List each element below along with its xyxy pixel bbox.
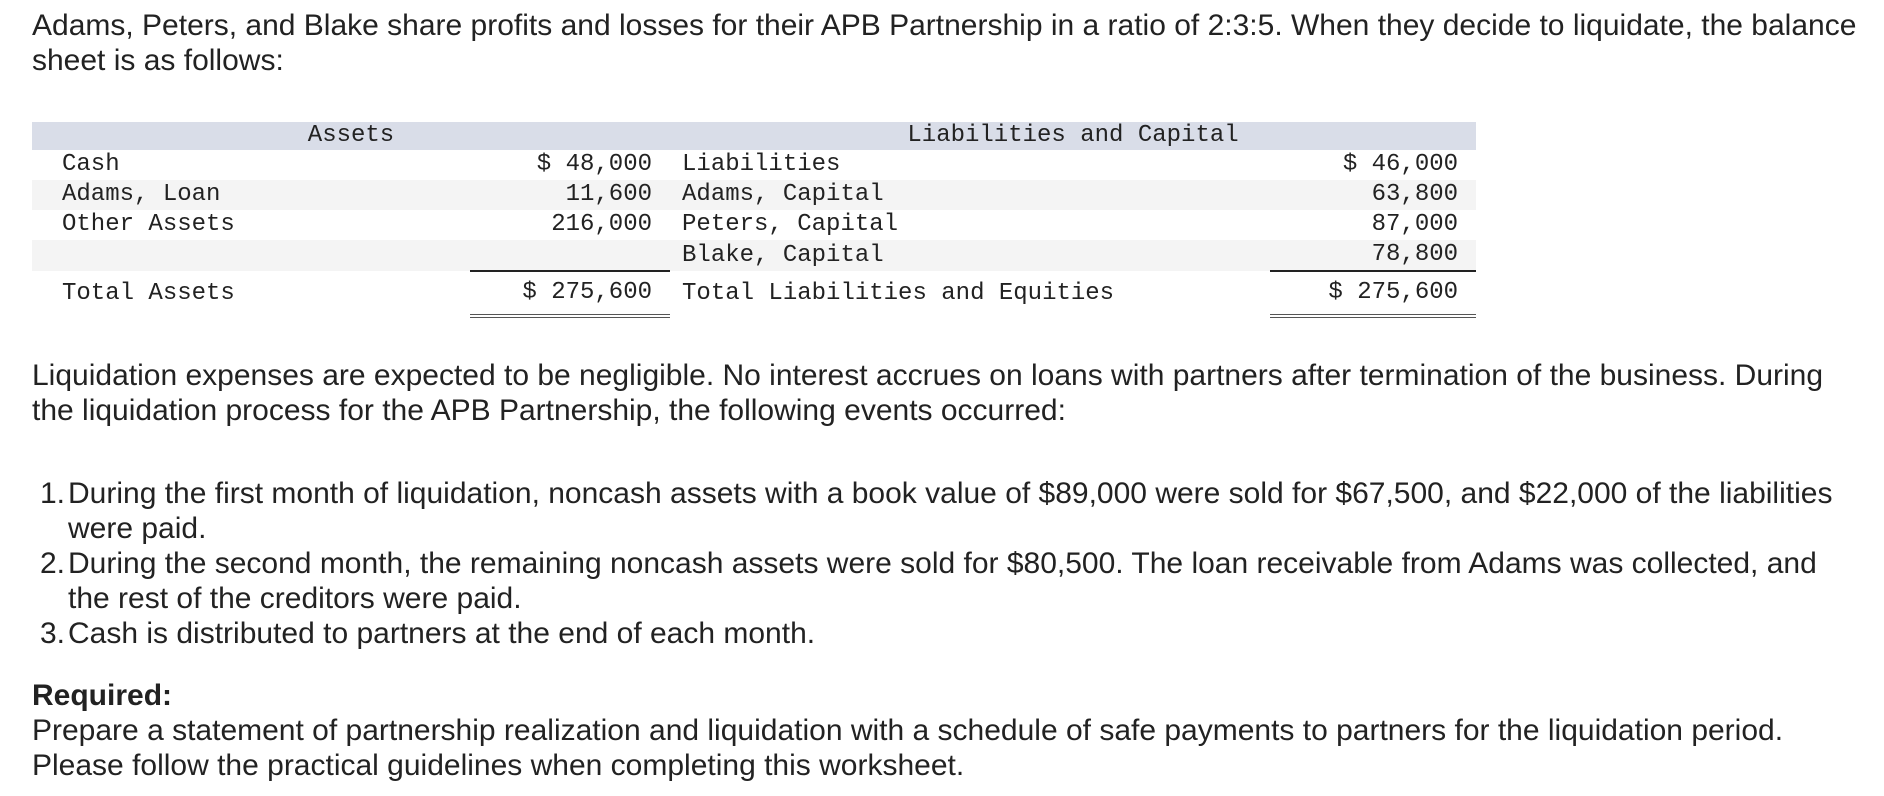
total-liabilities-value: $ 275,600 — [1270, 271, 1476, 316]
table-row — [32, 150, 1476, 180]
asset-label: Other Assets — [62, 211, 235, 238]
liquidation-paragraph: Liquidation expenses are expected to be negligible. No interest accrues on loans with partners after termination of the business. During the liquidation process for the APB Partnership, the following events occurred: — [32, 359, 1824, 427]
asset-label: Cash — [62, 151, 120, 178]
liabilities-capital-header: Liabilities and Capital — [670, 122, 1476, 150]
liability-value: $ 46,000 — [1342, 151, 1459, 178]
total-assets-label: Total Assets — [62, 279, 235, 307]
table-row — [32, 180, 1476, 210]
table-row — [32, 240, 1476, 271]
liability-label: Blake, Capital — [670, 240, 1270, 271]
asset-label — [32, 240, 470, 271]
event-text: Cash is distributed to partners at the end of each month. — [68, 617, 816, 650]
asset-value: 216,000 — [551, 211, 653, 238]
asset-value: $ 48,000 — [536, 151, 653, 178]
events-list — [32, 476, 1862, 651]
event-number: 3. — [40, 617, 66, 650]
balance-sheet-header-row — [32, 122, 1476, 150]
assets-header: Assets — [32, 122, 670, 150]
liability-label: Peters, Capital — [682, 211, 899, 238]
liability-label: Adams, Capital — [670, 180, 1270, 210]
intro-paragraph: Adams, Peters, and Blake share profits and losses for their APB Partnership in a ratio of 2:3:5. When they decide to liquidate, the balance sheet is as follows: — [32, 9, 1857, 77]
totals-row — [32, 271, 1476, 316]
event-number: 1. — [40, 477, 66, 510]
required-heading: Required: — [32, 679, 173, 712]
table-row — [32, 210, 1476, 240]
liability-value: 63,800 — [1270, 180, 1476, 210]
liability-label: Liabilities — [682, 151, 841, 178]
liability-value: 87,000 — [1371, 211, 1459, 238]
event-number: 2. — [40, 547, 66, 580]
total-assets-value: $ 275,600 — [470, 271, 670, 316]
asset-label: Adams, Loan — [32, 180, 470, 210]
required-text: Prepare a statement of partnership realization and liquidation with a schedule of safe payments to partners for the liquidation period. Please follow the practical guidelines when completing this worksheet. — [32, 714, 1784, 782]
event-text: During the first month of liquidation, noncash assets with a book value of $89,000 were sold for $67,500, and $22,000 of the liabilities were paid. — [68, 477, 1833, 545]
list-item — [32, 616, 1862, 651]
list-item — [32, 476, 1862, 546]
liability-value: 78,800 — [1270, 240, 1476, 271]
balance-sheet-table — [32, 122, 1476, 318]
total-liabilities-label: Total Liabilities and Equities — [682, 279, 1115, 307]
event-text: During the second month, the remaining noncash assets were sold for $80,500. The loan receivable from Adams was collected, and the rest of the creditors were paid. — [68, 547, 1817, 615]
asset-value — [470, 240, 670, 271]
asset-value: 11,600 — [470, 180, 670, 210]
list-item — [32, 546, 1862, 616]
